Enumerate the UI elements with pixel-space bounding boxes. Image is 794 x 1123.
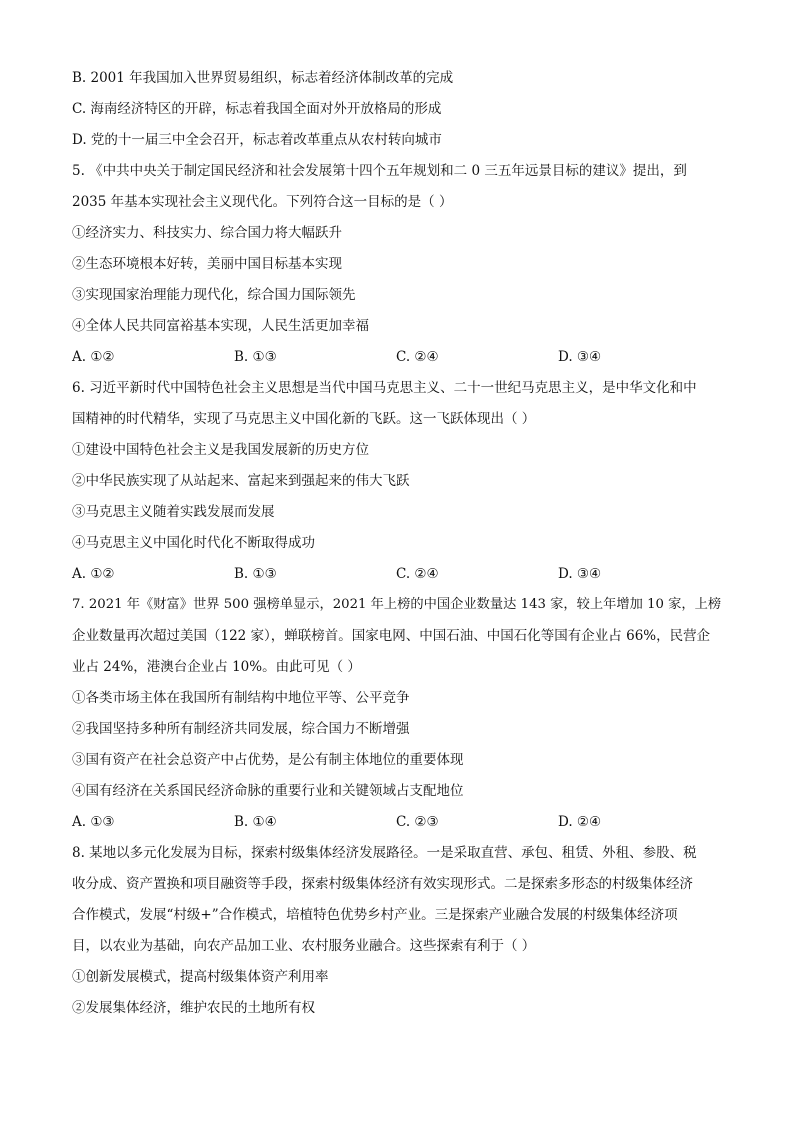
q5-item-3: ③实现国家治理能力现代化，综合国力国际领先 (72, 287, 356, 303)
q4-option-c: C. 海南经济特区的开辟，标志着我国全面对外开放格局的形成 (72, 101, 442, 117)
q8-stem-line-2: 收分成、资产置换和项目融资等手段，探索村级集体经济有效实现形式。二是探索多形态的村级集体经济 (72, 876, 693, 892)
q8-item-1: ①创新发展模式，提高村级集体资产利用率 (72, 969, 329, 985)
q5-item-1: ①经济实力、科技实力、综合国力将大幅跃升 (72, 225, 342, 241)
q5-item-2: ②生态环境根本好转，美丽中国目标基本实现 (72, 256, 342, 272)
q8-stem-line-4: 目，以农业为基础，向农产品加工业、农村服务业融合。这些探索有利于（ ） (72, 938, 536, 954)
q4-option-b: B. 2001 年我国加入世界贸易组织，标志着经济体制改革的完成 (72, 70, 454, 86)
q6-option-d: D. ③④ (558, 566, 602, 582)
q6-option-c: C. ②④ (396, 566, 439, 582)
q7-option-b: B. ①④ (234, 814, 277, 830)
q7-item-1: ①各类市场主体在我国所有制结构中地位平等、公平竞争 (72, 690, 410, 706)
q5-stem-line-2: 2035 年基本实现社会主义现代化。下列符合这一目标的是（ ） (72, 194, 453, 210)
q7-item-4: ④国有经济在关系国民经济命脉的重要行业和关键领域占支配地位 (72, 783, 464, 799)
q7-stem-line-1: 7. 2021 年《财富》世界 500 强榜单显示，2021 年上榜的中国企业数量达 143 家，较上年增加 10 家，上榜 (72, 597, 722, 612)
q7-item-3: ③国有资产在社会总资产中占优势，是公有制主体地位的重要体现 (72, 752, 464, 768)
q8-stem-line-3: 合作模式，发展“村级+”合作模式，培植特色优势乡村产业。三是探索产业融合发展的村级集体经济项 (72, 907, 678, 923)
q7-option-c: C. ②③ (396, 814, 439, 830)
q7-stem-line-3: 业占 24%，港澳台企业占 10%。由此可见（ ） (72, 659, 361, 675)
q6-item-2: ②中华民族实现了从站起来、富起来到强起来的伟大飞跃 (72, 473, 410, 489)
q6-stem-line-2: 国精神的时代精华，实现了马克思主义中国化新的飞跃。这一飞跃体现出（ ） (72, 411, 536, 427)
q4-option-d: D. 党的十一届三中全会召开，标志着改革重点从农村转向城市 (72, 132, 442, 148)
q7-stem-line-2: 企业数量再次超过美国（122 家），蝉联榜首。国家电网、中国石油、中国石化等国有企业占 66%，民营企 (72, 628, 711, 644)
q5-option-d: D. ③④ (558, 349, 602, 365)
q5-options (72, 347, 732, 367)
q6-options (72, 564, 732, 584)
q6-option-a: A. ①② (72, 566, 115, 582)
q5-option-c: C. ②④ (396, 349, 439, 365)
q8-stem-line-1: 8. 某地以多元化发展为目标，探索村级集体经济发展路径。一是采取直营、承包、租赁、外租、参股、税 (72, 845, 697, 861)
q6-item-3: ③马克思主义随着实践发展而发展 (72, 504, 275, 520)
q5-option-b: B. ①③ (234, 349, 277, 365)
q6-stem-line-1: 6. 习近平新时代中国特色社会主义思想是当代中国马克思主义、二十一世纪马克思主义，是中华文化和中 (72, 380, 697, 396)
q6-item-4: ④马克思主义中国化时代化不断取得成功 (72, 535, 315, 551)
q5-option-a: A. ①② (72, 349, 115, 365)
q7-options (72, 812, 732, 832)
q7-item-2: ②我国坚持多种所有制经济共同发展，综合国力不断增强 (72, 721, 410, 737)
q5-item-4: ④全体人民共同富裕基本实现，人民生活更加幸福 (72, 318, 369, 334)
q6-item-1: ①建设中国特色社会主义是我国发展新的历史方位 (72, 442, 369, 458)
q5-stem-line-1: 5. 《中共中央关于制定国民经济和社会发展第十四个五年规划和二 0 三五年远景目标的建议》提出，到 (72, 163, 687, 179)
q6-option-b: B. ①③ (234, 566, 277, 582)
q7-option-a: A. ①③ (72, 814, 115, 830)
q7-option-d: D. ②④ (558, 814, 602, 830)
q8-item-2: ②发展集体经济，维护农民的土地所有权 (72, 1000, 315, 1016)
